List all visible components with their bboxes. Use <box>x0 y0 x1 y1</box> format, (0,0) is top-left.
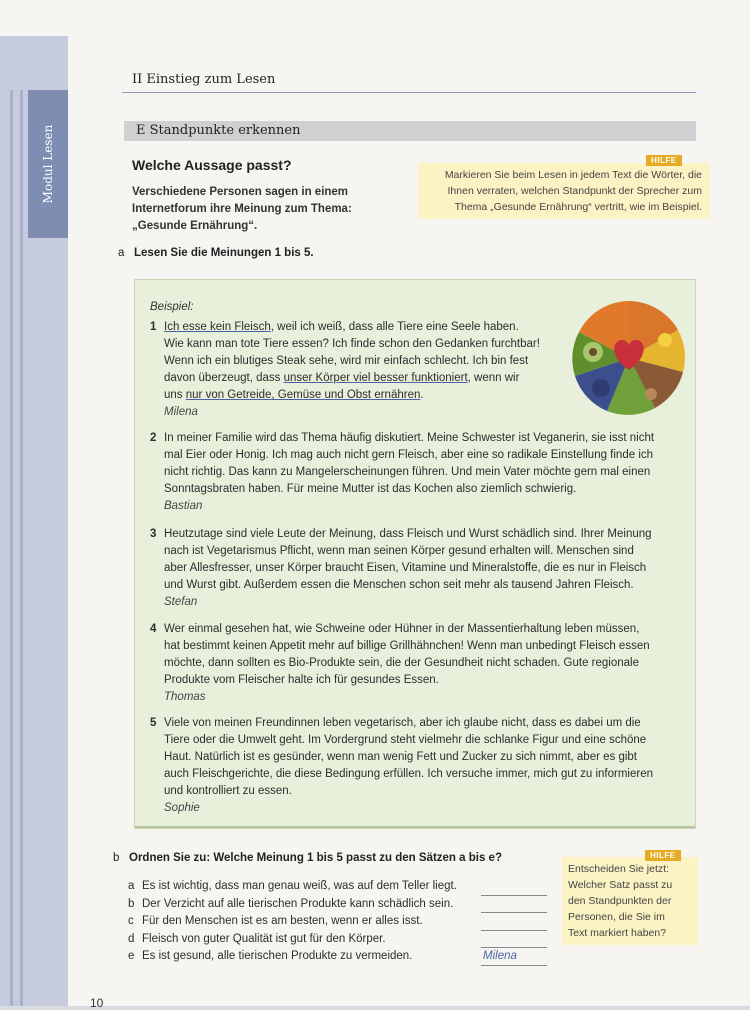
intro-line: Internetforum ihre Meinung zum Thema: <box>132 203 352 215</box>
opinion-number: 4 <box>150 623 157 635</box>
task-b <box>113 852 502 864</box>
hint-line: Welcher Satz passt zu <box>568 879 673 891</box>
hint-line: Text markiert haben? <box>568 927 667 939</box>
opinion-line <box>164 577 652 594</box>
text-run: und kontrolliert zu essen. <box>164 785 292 797</box>
opinion-line <box>164 319 540 336</box>
opinion-line <box>164 672 650 689</box>
opinion-author: Bastian <box>164 500 203 512</box>
subsection-title: E Standpunkte erkennen <box>136 123 301 138</box>
task-instruction: Lesen Sie die Meinungen 1 bis 5. <box>134 247 314 259</box>
answer-blank[interactable] <box>481 913 547 931</box>
opinion-author: Stefan <box>164 596 198 608</box>
opinion-number: 5 <box>150 717 157 729</box>
hint-line: Markieren Sie beim Lesen in jedem Text die Wörter, die <box>444 169 702 181</box>
hint-line: Ihnen verraten, welchen Standpunkt der Sprecher zum <box>447 185 702 197</box>
opinion-line <box>164 447 654 464</box>
text-run: Haut. Natürlich ist es gesünder, wenn man wenig Fett und Zucker zu sich nimmt, aber es gibt <box>164 751 637 763</box>
intro-text <box>132 184 402 235</box>
text-run: Heutzutage sind viele Leute der Meinung, dass Fleisch und Wurst schädlich sind. Ihrer Meinung <box>164 528 652 540</box>
opinion-line <box>164 370 540 387</box>
exercise-item <box>128 948 457 966</box>
opinion-line <box>164 732 653 749</box>
answer-column <box>481 878 547 966</box>
text-run: davon überzeugt, dass <box>164 372 284 384</box>
opinion-author: Sophie <box>164 802 200 814</box>
opinion-number: 1 <box>150 321 157 333</box>
intro-line: Verschiedene Personen sagen in einem <box>132 186 349 198</box>
question-heading: Welche Aussage passt? <box>132 157 292 173</box>
text-run: Wer einmal gesehen hat, wie Schweine oder Hühner in der Massentierhaltung leben müssen, <box>164 623 640 635</box>
opinion-line <box>164 430 654 447</box>
item-letter: b <box>128 897 135 910</box>
opinion-line <box>164 749 653 766</box>
exercise-item <box>128 931 457 949</box>
hint-badge: HILFE <box>646 155 682 166</box>
subsection-header <box>124 121 696 141</box>
text-run: Viele von meinen Freundinnen leben vegetarisch, aber ich glaube nicht, dass es dabei um die <box>164 717 641 729</box>
exercise-item <box>128 896 457 914</box>
section-divider <box>122 92 696 93</box>
opinion-body <box>164 526 652 611</box>
hint-badge: HILFE <box>645 850 681 861</box>
answer-blank[interactable]: Milena <box>481 948 547 966</box>
exercise-item <box>128 913 457 931</box>
text-run: hat bestimmt keinen Appetit mehr auf billige Grillhähnchen! Wenn man unbedingt Fleisch essen <box>164 640 650 652</box>
text-run: Wie kann man tote Tiere essen? Ich finde schon den Gedanken furchtbar! <box>164 338 540 350</box>
opinion-line <box>164 783 653 800</box>
task-instruction: Ordnen Sie zu: Welche Meinung 1 bis 5 passt zu den Sätzen a bis e? <box>129 852 502 864</box>
opinion-line <box>164 655 650 672</box>
answer-blank[interactable] <box>481 896 547 914</box>
opinion-number: 2 <box>150 432 157 444</box>
text-run: , weil ich weiß, dass alle Tiere eine Seele haben. <box>270 321 519 333</box>
text-run: uns <box>164 389 186 401</box>
example-label: Beispiel: <box>150 301 194 313</box>
opinion-line <box>164 638 650 655</box>
opinion-line <box>164 526 652 543</box>
hint-line: Thema „Gesunde Ernährung“ vertritt, wie im Beispiel. <box>454 201 702 213</box>
highlighted-phrase: nur von Getreide, Gemüse und Obst ernähren <box>185 389 421 401</box>
item-text: Es ist gesund, alle tierischen Produkte zu vermeiden. <box>142 950 413 962</box>
text-run: und Wurst gibt. Außerdem essen die Menschen schon seit mehr als tausend Jahren Fleisch. <box>164 579 634 591</box>
opinion-number: 3 <box>150 528 157 540</box>
text-run: Sonntagsbraten haben. Für meine Mutter ist das Kochen also ziemlich schwierig. <box>164 483 577 495</box>
hint-line: den Standpunkten der <box>568 895 672 907</box>
hint-line: Personen, die Sie im <box>568 911 665 923</box>
item-letter: d <box>128 932 135 945</box>
opinion-line <box>164 560 652 577</box>
item-text: Der Verzicht auf alle tierischen Produkte kann schädlich sein. <box>142 897 454 910</box>
text-run: Tiere oder die Umwelt geht. Im Vordergrund steht vielmehr die schlanke Figur und eine schöne <box>164 734 647 746</box>
item-text: Für den Menschen ist es am besten, wenn er alles isst. <box>142 915 423 927</box>
item-letter: c <box>128 915 134 927</box>
intro-line: „Gesunde Ernährung“. <box>132 220 258 232</box>
nuts <box>645 388 657 400</box>
item-text: Fleisch von guter Qualität ist gut für den Körper. <box>142 932 386 945</box>
module-side-tab <box>28 90 68 238</box>
text-run: mal Eier oder Honig. Ich mag auch nicht gern Fleisch, aber eine so radikale Einstellung finde ich <box>164 449 654 461</box>
text-run: möchte, dann sollten es Bio-Produkte sein, die der Gesundheit nicht schaden. Gute regionale <box>164 657 639 669</box>
item-text: Es ist wichtig, dass man genau weiß, was auf dem Teller liegt. <box>142 880 457 892</box>
highlighted-phrase: unser Körper viel besser funktioniert <box>283 372 468 384</box>
opinion-author: Milena <box>164 406 198 418</box>
task-letter: a <box>118 247 125 259</box>
page-number: 10 <box>90 996 104 1010</box>
highlighted-phrase: Ich esse kein Fleisch <box>164 321 271 333</box>
text-run: aber Allesfresser, unser Körper braucht Eisen, Vitamine und Mineralstoffe, die es nur in Fleisch <box>164 562 647 574</box>
opinion-body <box>164 430 654 515</box>
item-letter: e <box>128 950 135 962</box>
opinion-line <box>164 353 540 370</box>
item-letter: a <box>128 880 135 892</box>
text-run: Wenn ich ein blutiges Steak sehe, wird mir einfach schlecht. Ich bin fest <box>164 355 529 367</box>
opinion-line <box>164 464 654 481</box>
side-tab-label: Modul Lesen <box>41 124 55 204</box>
text-run: Produkte vom Fleischer halte ich für gesundes Essen. <box>164 674 439 686</box>
text-box-rule <box>135 826 695 828</box>
answer-blank[interactable] <box>481 878 547 896</box>
opinion-line <box>164 336 540 353</box>
opinion-body <box>164 319 540 421</box>
lemon <box>658 333 672 347</box>
opinion-line <box>164 481 654 498</box>
text-run: nicht richtig. Das kann zu Mangelerscheinungen führen. Und mein Vater möchte gern mal einen <box>164 466 651 478</box>
blueberries <box>592 379 610 397</box>
opinion-body <box>164 715 653 817</box>
exercise-item <box>128 878 457 896</box>
text-run: , wenn wir <box>467 372 520 384</box>
answer-blank[interactable] <box>481 931 547 949</box>
opinion-body <box>164 621 650 706</box>
opinion-line <box>164 715 653 732</box>
hint-box <box>418 163 710 219</box>
text-run: auch Fleischgerichte, die diese Bedingung erfüllen. Ich versuche immer, mich gut zu informieren <box>164 768 653 780</box>
text-run: . <box>420 389 424 401</box>
healthy-food-image <box>571 300 687 416</box>
section-title: II Einstieg zum Lesen <box>132 72 276 87</box>
exercise-list <box>128 878 457 966</box>
opinion-line <box>164 543 652 560</box>
opinion-line <box>164 766 653 783</box>
margin-stripe <box>10 90 13 1006</box>
text-run: nach ist Vegetarismus Pflicht, wenn man seinen Körper gesund erhalten will. Menschen sind <box>164 545 634 557</box>
opinion-line <box>164 387 540 404</box>
margin-stripe <box>20 90 23 1006</box>
opinion-author: Thomas <box>164 691 206 703</box>
task-a <box>118 247 314 259</box>
opinion-line <box>164 621 650 638</box>
hint-box <box>562 857 698 945</box>
task-letter: b <box>113 852 120 864</box>
hint-line: Entscheiden Sie jetzt: <box>568 863 669 875</box>
text-run: In meiner Familie wird das Thema häufig diskutiert. Meine Schwester ist Veganerin, sie isst nicht <box>164 432 655 444</box>
